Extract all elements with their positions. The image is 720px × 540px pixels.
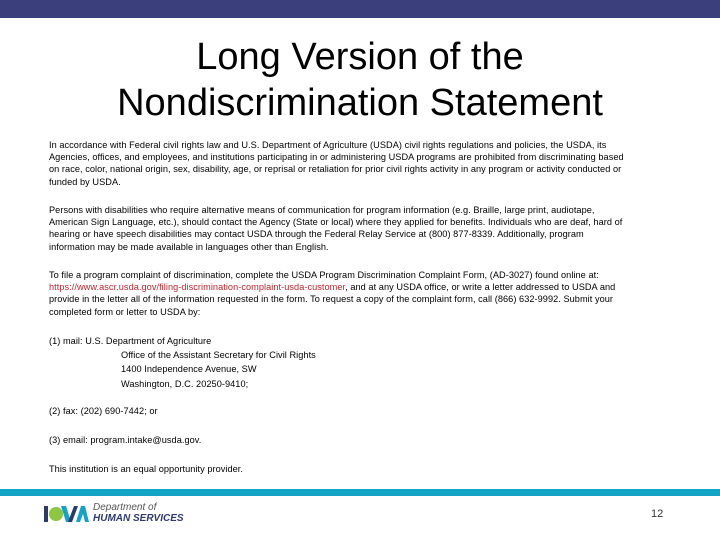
paragraph-complaint (49, 269, 615, 318)
footer-accent-bar (0, 489, 720, 496)
top-accent-bar (0, 0, 720, 18)
text-line: Office of the Assistant Secretary for Civil Rights (121, 350, 316, 361)
logo-line2: HUMAN SERVICES (93, 513, 184, 524)
text-line: Persons with disabilities who require alternative means of communication for program information (e.g. Braille, large print, audiotape, (49, 205, 595, 215)
page-number: 12 (651, 508, 664, 520)
iowa-logo-icon (44, 504, 90, 524)
text-line: provide in the letter all of the information requested in the form. To request a copy of the complaint form, call (866) 632-9992. Submit your (49, 294, 614, 305)
text-line: , and at any USDA office, or write a letter addressed to USDA and (345, 282, 616, 293)
text-line: on race, color, national origin, sex, disability, age, or reprisal or retaliation for prior civil rights activity in any program or activity conducted or (49, 164, 622, 175)
slide-title (0, 34, 720, 126)
email-line: (3) email: program.intake@usda.gov. (49, 435, 202, 445)
paragraph-disabilities (49, 204, 622, 253)
text-line: information may be made available in languages other than English. (49, 241, 329, 252)
text-line: completed form or letter to USDA by: (49, 306, 201, 317)
text-line: hearing or have speech disabilities may contact USDA through the Federal Relay Service at (800) 877-8339. Additionally, program (49, 229, 584, 240)
title-line: Nondiscrimination Statement (117, 82, 603, 124)
text-line: Washington, D.C. 20250-9410; (121, 378, 249, 389)
text-line: Agencies, offices, and employees, and institutions participating in or administering USDA programs are prohibited from discriminating based (49, 152, 624, 163)
closing-statement: This institution is an equal opportunity provider. (49, 464, 244, 474)
text-line: funded by USDA. (49, 176, 121, 187)
logo-line1: Department of (93, 502, 157, 513)
text-line: To file a program complaint of discrimination, complete the USDA Program Discrimination Complaint Form, (AD-3027) found online at: (49, 270, 599, 280)
fax-line: (2) fax: (202) 690-7442; or (49, 406, 158, 416)
paragraph-usda-policy (49, 139, 624, 188)
mail-address (49, 334, 316, 391)
title-line: Long Version of the (196, 36, 524, 78)
text-line: (1) mail: U.S. Department of Agriculture (49, 336, 212, 346)
iowa-dhs-logo (44, 503, 184, 524)
text-line: 1400 Independence Avenue, SW (121, 364, 257, 375)
text-line: American Sign Language, etc.), should contact the Agency (State or local) where they applied for benefits. Individuals who are deaf, hard of (49, 217, 623, 228)
complaint-form-link[interactable]: https://www.ascr.usda.gov/filing-discrimination-complaint-usda-customer (49, 282, 346, 293)
text-line: In accordance with Federal civil rights law and U.S. Department of Agriculture (USDA) civil rights regulations and policies, the USDA, its (49, 140, 607, 150)
